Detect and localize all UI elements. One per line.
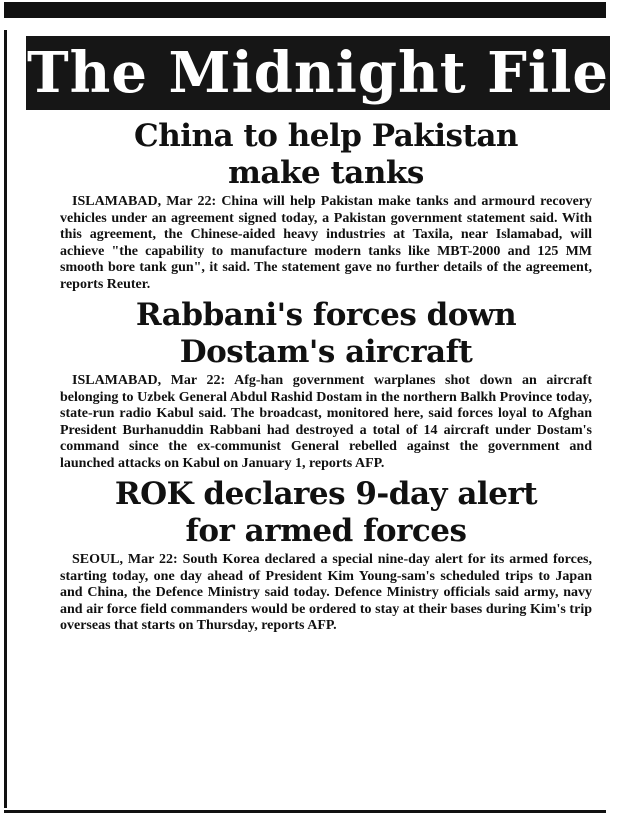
headline-line: for armed forces [185, 513, 467, 549]
article-column [60, 118, 592, 639]
bottom-rule [4, 810, 606, 813]
headline-line: ROK declares 9-day alert [114, 476, 538, 512]
section-banner [26, 36, 610, 110]
top-rule [4, 2, 606, 18]
story-headline [60, 476, 592, 550]
left-column-rule [4, 30, 7, 808]
story-body: ISLAMABAD, Mar 22: Afg-han government warplanes shot down an aircraft belonging to Uzbek General Abdul Rashid Dostam in the northern Balkh Province today, state-run radio Kabul said. The broadcast, monitored here, said forces loyal to Afghan President Burhanuddin Rabbani had destroyed a total of 14 aircraft under Dostam's command since the ex-communist General rebelled against the government and launched attacks on Kabul on January 1, reports AFP. [60, 373, 592, 471]
headline-line: China to help Pakistan [134, 118, 518, 154]
story-headline [60, 297, 592, 371]
section-title: The Midnight File [26, 40, 610, 106]
story-rok-alert [60, 476, 592, 635]
story-china-pakistan [60, 118, 592, 293]
story-body: SEOUL, Mar 22: South Korea declared a special nine-day alert for its armed forces, starting today, one day ahead of President Kim Young-sam's scheduled trips to Japan and China, the Defence Ministry said today. Defence Ministry officials said army, navy and air force field commanders would be ordered to stay at their bases during Kim's trip overseas that starts on Thursday, reports AFP. [60, 552, 592, 633]
headline-line: make tanks [228, 155, 424, 191]
story-headline [60, 118, 592, 192]
story-body: ISLAMABAD, Mar 22: China will help Pakistan make tanks and armourd recovery vehicles under an agreement signed today, a Pakistan government statement said. With this agreement, the Chinese-aided heavy industries at Taxila, near Islamabad, will achieve "the capability to manufacture modern tanks like MBT-2000 and 125 MM smooth bore tank gun", it said. The statement gave no further details of the agreement, reports Reuter. [60, 194, 592, 292]
story-rabbani-dostam [60, 297, 592, 472]
headline-line: Rabbani's forces down [135, 297, 517, 333]
headline-line: Dostam's aircraft [179, 334, 473, 370]
